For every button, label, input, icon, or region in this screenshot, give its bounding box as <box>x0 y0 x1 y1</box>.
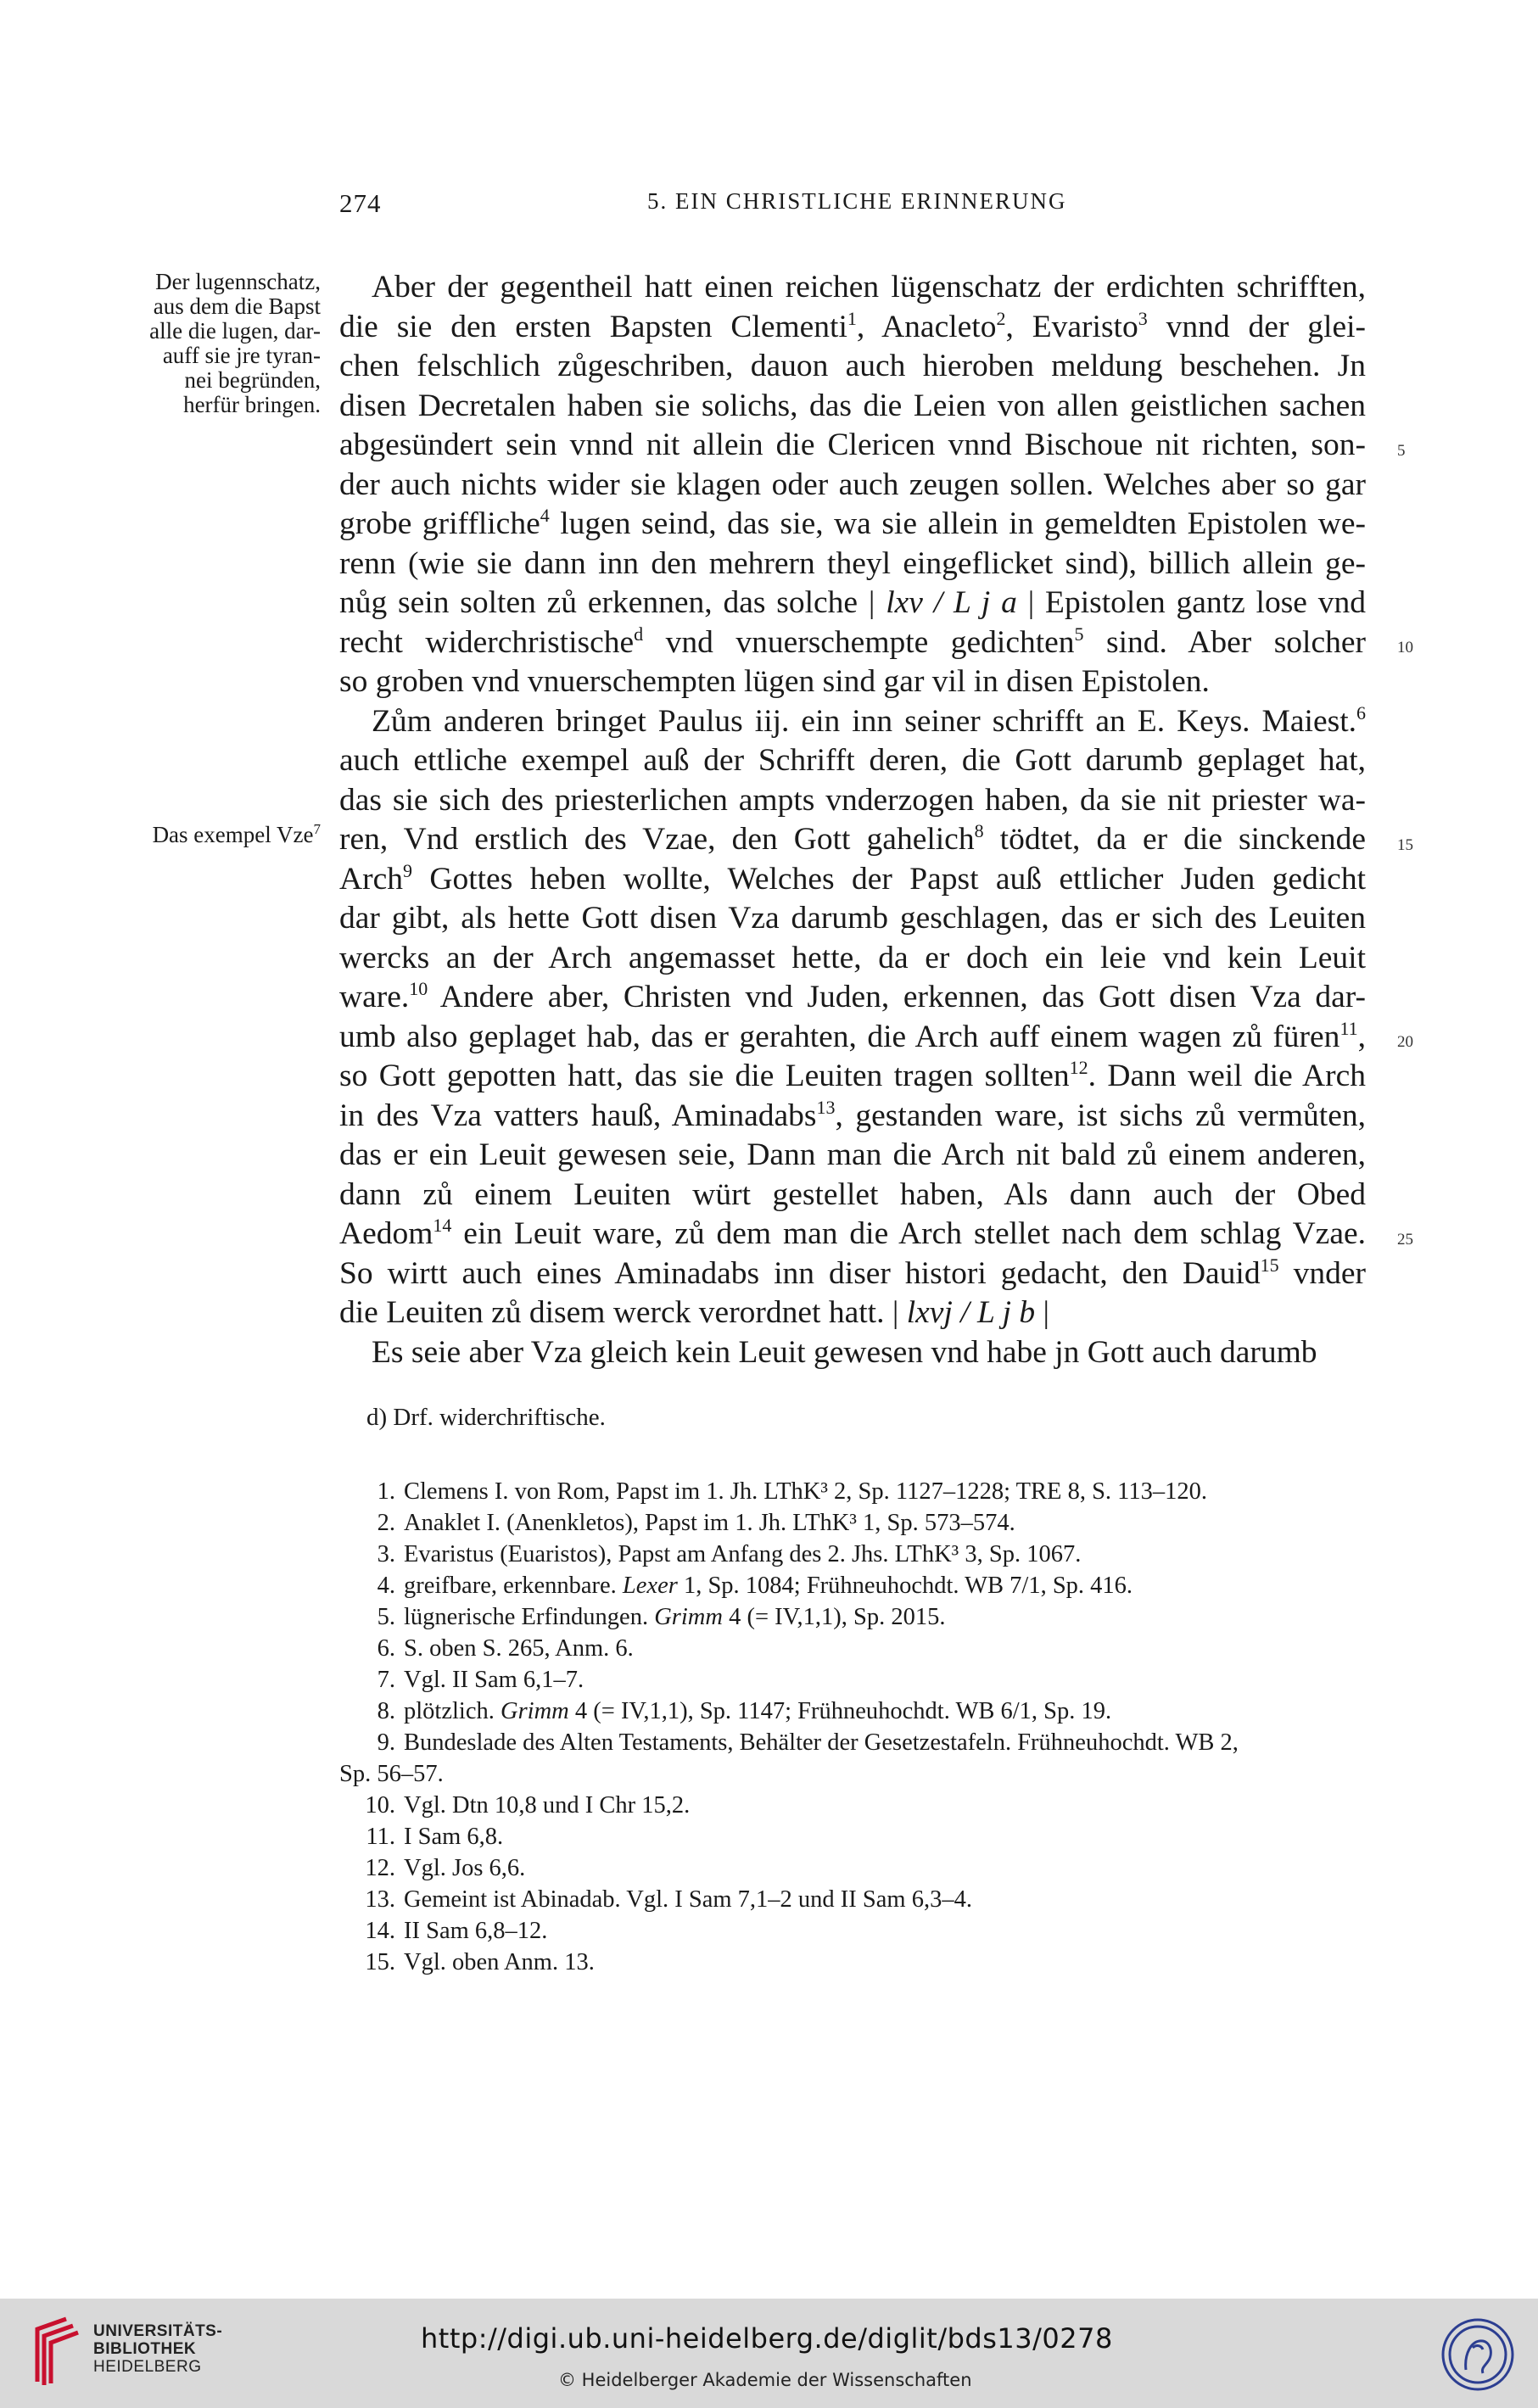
body-line: abgesündert sein vnnd nit allein die Clericen vnnd Bischoue nit richten, son- <box>339 427 1366 462</box>
line-number: 20 <box>1397 1033 1413 1051</box>
body-line: so groben vnd vnuerschempten lügen sind gar vil in disen Epistolen. <box>339 664 1210 699</box>
body-line: die Leuiten zů disem werck verordnet hatt. | lxvj / L j b | <box>339 1295 1050 1330</box>
footnote: 9. Bundeslade des Alten Testaments, Behälter der Gesetzestafeln. Frühneuhochdt. WB 2, <box>339 1727 1366 1758</box>
footnote-number: 12. <box>365 1855 395 1881</box>
footnote-number: 15. <box>365 1949 395 1975</box>
body-line: das er ein Leuit gewesen seie, Dann man die Arch nit bald zů einem anderen, <box>339 1137 1366 1172</box>
footnote-number: 6. <box>377 1635 395 1662</box>
body-line: dar gibt, als hette Gott disen Vza darumb geschlagen, das er sich des Leuiten <box>339 901 1366 936</box>
margin-note-line: nei begründen, <box>184 367 321 393</box>
line-number: 5 <box>1397 442 1406 460</box>
footnote: 2. Anaklet I. (Anenkletos), Papst im 1. Jh. LThK³ 1, Sp. 573–574. <box>339 1507 1366 1539</box>
line-number: 10 <box>1397 639 1413 656</box>
line-number: 15 <box>1397 836 1413 854</box>
body-text <box>339 268 1366 1372</box>
library-name-line: BIBLIOTHEK <box>93 2340 197 2358</box>
page-number: 274 <box>339 188 382 218</box>
body-line: ware.$^{10}$ Andere aber, Christen vnd Juden, erkennen, das Gott disen Vza dar- <box>339 978 1366 1014</box>
body-line: Zům anderen bringet Paulus iij. ein inn seiner schrifft an E. Keys. Maiest.$^6$ <box>372 701 1366 739</box>
footnote: 12. Vgl. Jos 6,6. <box>339 1852 1366 1884</box>
footnote-number: 9. <box>377 1729 395 1756</box>
body-line: disen Decretalen haben sie solichs, das die Leien von allen geistlichen sachen <box>339 388 1366 423</box>
copyright-notice: © Heidelberger Akademie der Wissenschaften <box>558 2370 972 2390</box>
body-line: das sie sich des priesterlichen ampts vnderzogen haben, da sie nit priester wa- <box>339 782 1366 818</box>
margin-note-text: Das exempel Vze <box>152 822 314 847</box>
margin-note-line: auff sie jre tyran- <box>162 343 321 368</box>
body-line: Aber der gegentheil hatt einen reichen lügenschatz der erdichten schrifften, <box>372 270 1366 304</box>
footnote-number: 1. <box>377 1478 395 1505</box>
footnote-number: 7. <box>377 1667 395 1693</box>
footnote: 3. Evaristus (Euaristos), Papst am Anfang des 2. Jhs. LThK³ 3, Sp. 1067. <box>339 1539 1366 1570</box>
body-line: Es seie aber Vza gleich kein Leuit gewesen vnd habe jn Gott auch darumb <box>372 1334 1317 1370</box>
footnote: Sp. 56–57. <box>339 1761 444 1787</box>
body-line: chen felschlich zůgeschriben, dauon auch hieroben meldung beschehen. Jn <box>339 349 1366 383</box>
body-line: auch ettliche exempel auß der Schrifft deren, die Gott darumb geplaget hat, <box>339 743 1366 778</box>
footnote-number: 5. <box>377 1604 395 1630</box>
footnote: 13. Gemeint ist Abinadab. Vgl. I Sam 7,1–2 und II Sam 6,3–4. <box>339 1884 1366 1915</box>
footnote-number: 13. <box>365 1886 395 1913</box>
body-line: so Gott gepotten hatt, das sie die Leuiten tragen sollten$^{12}$. Dann weil die Arch <box>339 1057 1366 1093</box>
footnote-number: 11. <box>366 1824 395 1850</box>
library-name <box>93 2322 222 2376</box>
body-line: nůg sein solten zů erkennen, das solche | lxv / L j a | Epistolen gantz lose vnd <box>339 585 1366 620</box>
footnote: 6. S. oben S. 265, Anm. 6. <box>339 1633 1366 1664</box>
footnote: 1. Clemens I. von Rom, Papst im 1. Jh. LThK³ 2, Sp. 1127–1228; TRE 8, S. 113–120. <box>339 1476 1366 1507</box>
body-line: dann zů einem Leuiten würt gestellet haben, Als dann auch der Obed <box>339 1176 1366 1212</box>
footnote-number: 8. <box>377 1698 395 1724</box>
margin-note-line: aus dem die Bapst <box>153 293 321 319</box>
footnote-number: 2. <box>377 1510 395 1536</box>
footnote: 11. I Sam 6,8. <box>339 1821 1366 1852</box>
footnote: 7. Vgl. II Sam 6,1–7. <box>339 1664 1366 1696</box>
footnote-number: 3. <box>377 1541 395 1567</box>
margin-note-line: herfür bringen. <box>183 392 321 417</box>
body-line: Aedom$^{14}$ ein Leuit ware, zů dem man die Arch stellet nach dem schlag Vzae. <box>339 1215 1366 1251</box>
body-line: recht widerchristische$^d$ vnd vnuerschempte gedichten$^5$ sind. Aber solcher <box>339 623 1366 660</box>
footnote: 14. II Sam 6,8–12. <box>339 1915 1366 1947</box>
digitization-footer <box>0 2299 1538 2408</box>
critical-apparatus-note: d) Drf. widerchriftische. <box>366 1404 606 1431</box>
footnote: 10. Vgl. Dtn 10,8 und I Chr 15,2. <box>339 1790 1366 1821</box>
body-line: ren, Vnd erstlich des Vzae, den Gott gahelich$^8$ tödtet, da er die sinckende <box>339 820 1366 857</box>
chapter-title: 5. EIN CHRISTLICHE ERINNERUNG <box>647 188 1067 214</box>
permalink-url[interactable]: http://digi.ub.uni-heidelberg.de/diglit/bds13/0278 <box>421 2322 1113 2355</box>
academy-seal-icon <box>1440 2317 1515 2392</box>
body-line: der auch nichts wider sie klagen oder auch zeugen sollen. Welches aber so gar <box>339 467 1366 502</box>
library-name-line: HEIDELBERG <box>93 2358 202 2376</box>
body-line: in des Vza vatters hauß, Aminadabs$^{13}$, gestanden ware, ist sichs zů vermůten, <box>339 1096 1366 1133</box>
running-head <box>339 188 1366 222</box>
library-name-line: UNIVERSITÄTS- <box>93 2322 223 2340</box>
footnote: 15. Vgl. oben Anm. 13. <box>339 1947 1366 1978</box>
footnote: 4. greifbare, erkennbare. Lexer 1, Sp. 1084; Frühneuhochdt. WB 7/1, Sp. 416. <box>339 1570 1366 1601</box>
margin-note-vze <box>92 823 321 847</box>
footnote-number: 14. <box>365 1918 395 1944</box>
line-number: 25 <box>1397 1231 1413 1249</box>
margin-note-lugennschatz <box>92 270 321 417</box>
footnote: 5. lügnerische Erfindungen. Grimm 4 (= IV,1,1), Sp. 2015. <box>339 1601 1366 1633</box>
margin-note-line: alle die lugen, dar- <box>149 318 321 344</box>
library-logo-icon[interactable] <box>32 2316 81 2387</box>
footnote-number: 10. <box>365 1792 395 1819</box>
body-line: umb also geplaget hab, das er gerahten, die Arch auff einem wagen zů füren$^{11}$, <box>339 1017 1366 1054</box>
body-line: renn (wie sie dann inn den mehrern theyl eingeflicket sind), billich allein ge- <box>339 545 1366 581</box>
margin-note-ref: 7 <box>313 821 321 837</box>
body-line: die sie den ersten Bapsten Clementi$^1$, Anacleto$^2$, Evaristo$^3$ vnnd der glei- <box>339 307 1366 344</box>
footnote: 8. plötzlich. Grimm 4 (= IV,1,1), Sp. 1147; Frühneuhochdt. WB 6/1, Sp. 19. <box>339 1696 1366 1727</box>
body-line: wercks an der Arch angemasset hette, da er doch ein leie vnd kein Leuit <box>339 940 1366 975</box>
margin-note-line: Der lugennschatz, <box>155 269 321 294</box>
body-line: So wirtt auch eines Aminadabs inn diser histori gedacht, den Dauid$^{15}$ vnder <box>339 1254 1366 1291</box>
footnote-number: 4. <box>377 1573 395 1599</box>
footnotes <box>339 1476 1366 1978</box>
body-line: Arch$^9$ Gottes heben wollte, Welches der Papst auß ettlicher Juden gedicht <box>339 859 1366 897</box>
body-line: grobe griffliche$^4$ lugen seind, das sie, wa sie allein in gemeldten Epistolen we- <box>339 505 1366 541</box>
